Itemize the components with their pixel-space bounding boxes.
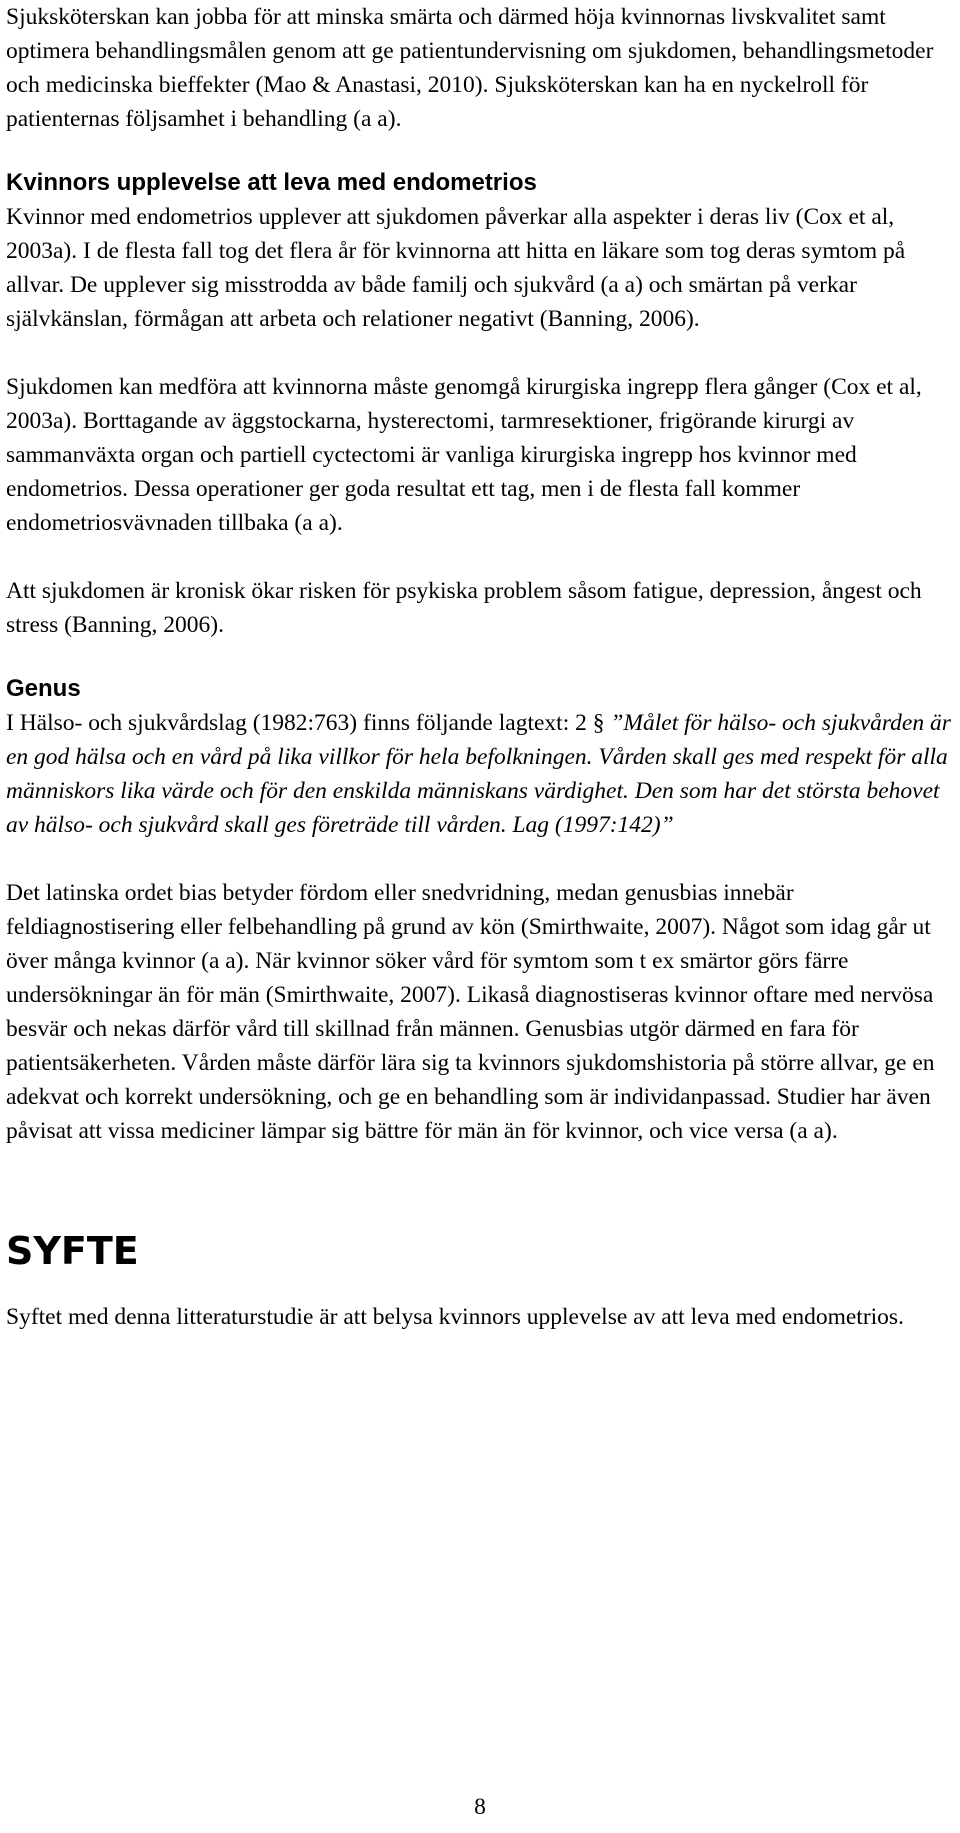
- intro-paragraph: Sjuksköterskan kan jobba för att minska smärta och därmed höja kvinnornas livskvalitet samt optimera behandlingsmålen genom att ge patientundervisning om sjukdomen, behandlingsmetoder och medicinska bieffekter (Mao & Anastasi, 2010). Sjuksköterskan kan ha en nyckelroll för patienternas följsamhet i behandling (a a).: [6, 4, 934, 132]
- genus-law-quote: ”Målet för hälso- och sjukvården är en god hälsa och en vård på lika villkor för hela befolkningen. Vården skall ges med respekt för alla människors lika värde och för den enskilda människans värdighet. Den som har det största behovet av hälso- och sjukvård skall ges företräde till vården. Lag (1997:142)”: [6, 710, 951, 838]
- syfte-paragraph: Syftet med denna litteraturstudie är att belysa kvinnors upplevelse av att leva med endometrios.: [6, 1304, 904, 1330]
- genus-paragraph-2: Det latinska ordet bias betyder fördom eller snedvridning, medan genusbias innebär feldiagnostisering eller felbehandling på grund av kön (Smirthwaite, 2007). Något som idag går ut över många kvinnor (a a). När kvinnor söker vård för symtom som t ex smärtor görs färre undersökningar än för män (Smirthwaite, 2007). Likaså diagnostiseras kvinnor oftare med nervösa besvär och nekas därför vård till skillnad från männen. Genusbias utgör därmed en fara för patientsäkerheten. Vården måste därför lära sig ta kvinnors sjukdomshistoria på större allvar, ge en adekvat och korrekt undersökning, och ge en behandling som är individanpassad. Studier har även påvisat att vissa mediciner lämpar sig bättre för män än för kvinnor, och vice versa (a a).: [6, 880, 935, 1144]
- page-number: 8: [474, 1794, 486, 1820]
- genus-heading: Genus: [6, 675, 81, 702]
- experience-heading: Kvinnors upplevelse att leva med endometrios: [6, 169, 537, 196]
- genus-law-paragraph: [6, 706, 952, 842]
- experience-paragraph-1: Kvinnor med endometrios upplever att sjukdomen påverkar alla aspekter i deras liv (Cox et al, 2003a). I de flesta fall tog det flera år för kvinnorna att hitta en läkare som tog deras symtom på allvar. De upplever sig misstrodda av både familj och sjukvård (a a) och smärtan på verkar självkänslan, förmågan att arbeta och relationer negativt (Banning, 2006).: [6, 204, 906, 332]
- document-page: [6, 0, 952, 1334]
- experience-paragraph-2: Sjukdomen kan medföra att kvinnorna måste genomgå kirurgiska ingrepp flera gånger (Cox et al, 2003a). Borttagande av äggstockarna, hysterectomi, tarmresektioner, frigörande kirurgi av sammanväxta organ och partiell cyctectomi är vanliga kirurgiska ingrepp hos kvinnor med endometrios. Dessa operationer ger goda resultat ett tag, men i de flesta fall kommer endometriosvävnaden tillbaka (a a).: [6, 374, 922, 536]
- syfte-heading: SYFTE: [6, 1229, 139, 1273]
- experience-paragraph-3: Att sjukdomen är kronisk ökar risken för psykiska problem såsom fatigue, depression, ångest och stress (Banning, 2006).: [6, 578, 922, 638]
- genus-law-intro: I Hälso- och sjukvårdslag (1982:763) finns följande lagtext: 2 §: [6, 710, 611, 736]
